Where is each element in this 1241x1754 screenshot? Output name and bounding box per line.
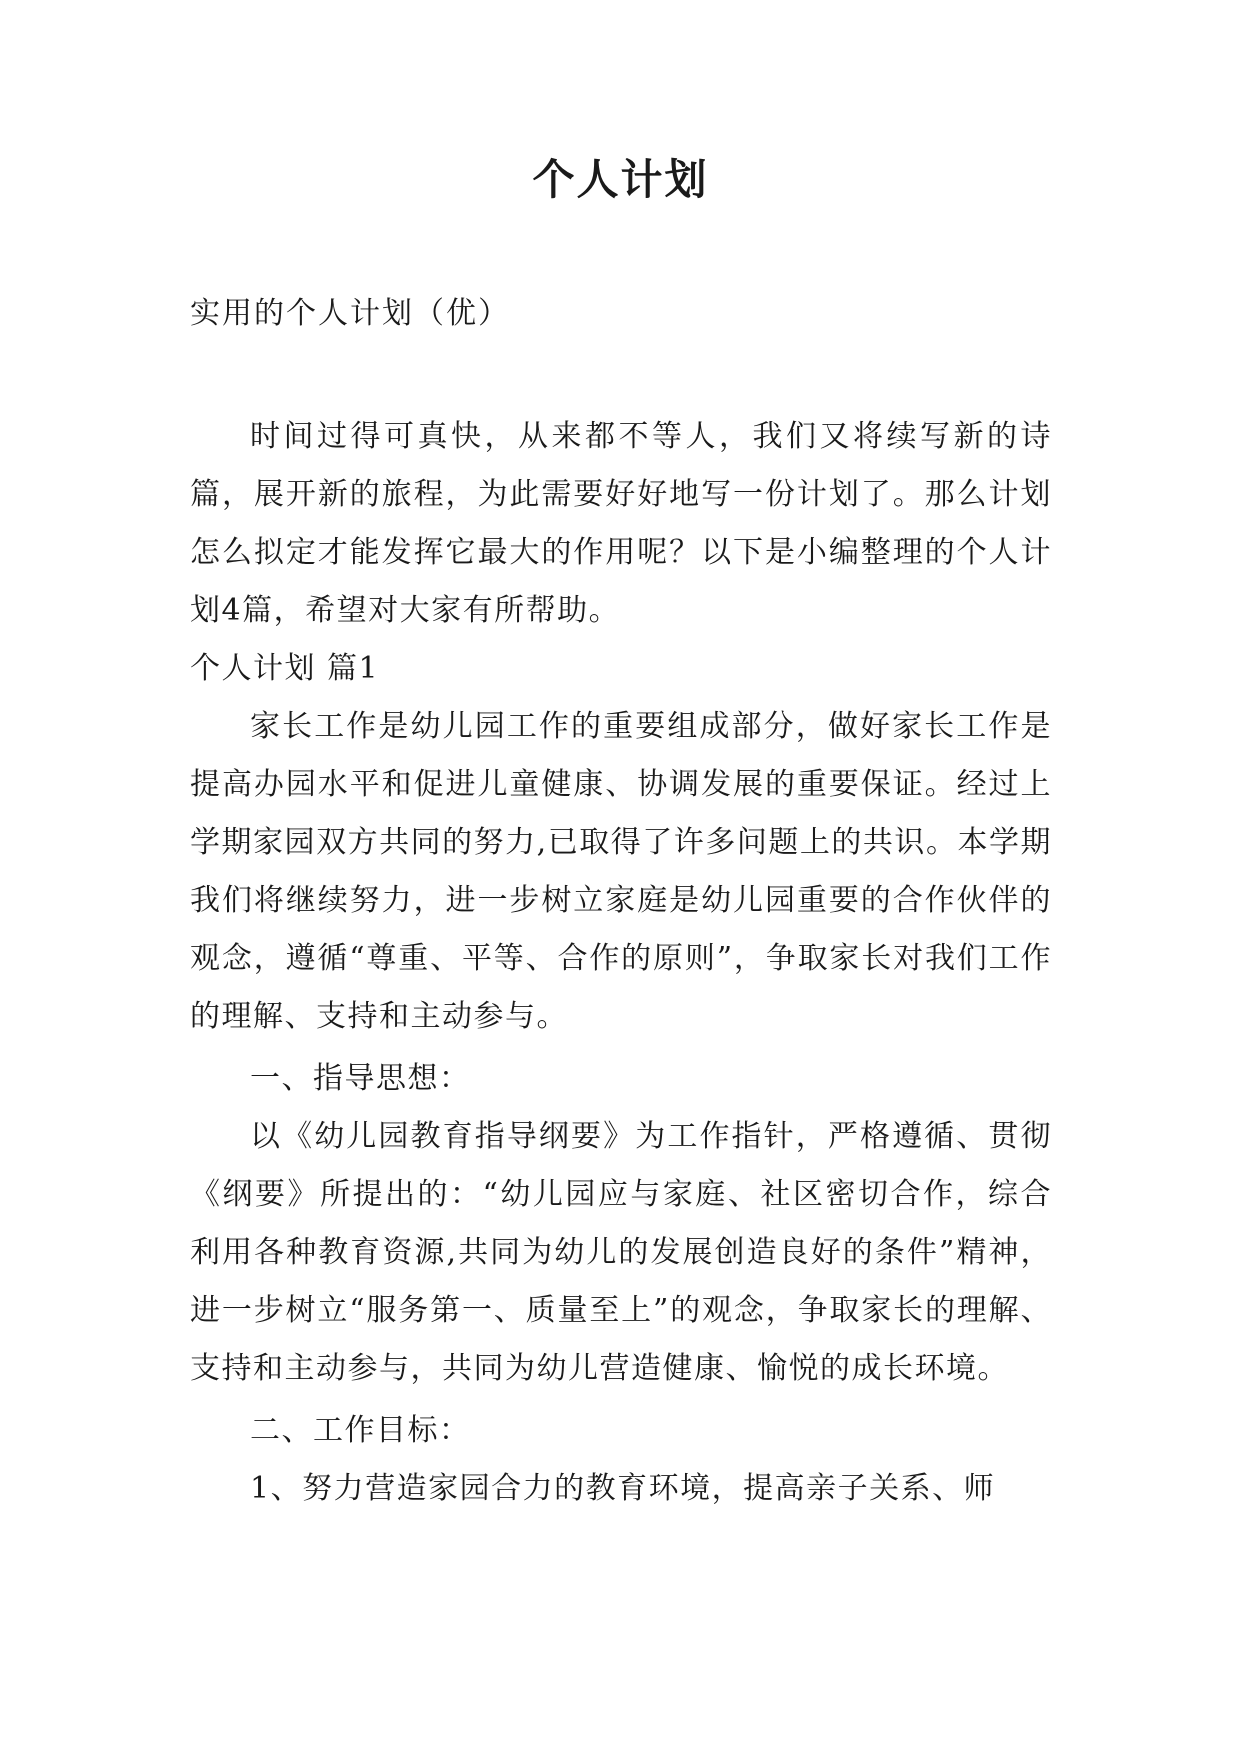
- intro-paragraph: 时间过得可真快，从来都不等人，我们又将续写新的诗篇，展开新的旅程，为此需要好好地写一份计划了。那么计划怎么拟定才能发挥它最大的作用呢？以下是小编整理的个人计划4篇，希望对大家有所帮助。: [190, 419, 1052, 628]
- document-title: 个人计划: [532, 155, 709, 204]
- document-subtitle: 实用的个人计划（优）: [190, 296, 510, 331]
- body-paragraph-1: 家长工作是幼儿园工作的重要组成部分，做好家长工作是提高办园水平和促进儿童健康、协调发展的重要保证。经过上学期家园双方共同的努力,已取得了许多问题上的共识。本学期我们将继续努力，进一步树立家庭是幼儿园重要的合作伙伴的观念，遵循“尊重、平等、合作的原则”，争取家长对我们工作的理解、支持和主动参与。: [190, 709, 1052, 1034]
- body-paragraph-3: 1、努力营造家园合力的教育环境，提高亲子关系、师: [250, 1471, 996, 1506]
- body-paragraph-2: 以《幼儿园教育指导纲要》为工作指针，严格遵循、贯彻《纲要》所提出的：“幼儿园应与家庭、社区密切合作，综合利用各种教育资源,共同为幼儿的发展创造良好的条件”精神，进一步树立“服务第一、质量至上”的观念，争取家长的理解、支持和主动参与，共同为幼儿营造健康、愉悦的成长环境。: [190, 1119, 1052, 1386]
- section-heading-guiding-ideology: 一、指导思想：: [250, 1061, 471, 1096]
- article-heading: 个人计划 篇1: [190, 651, 380, 686]
- section-heading-work-goals: 二、工作目标：: [250, 1413, 471, 1448]
- document-body: [190, 408, 1052, 1518]
